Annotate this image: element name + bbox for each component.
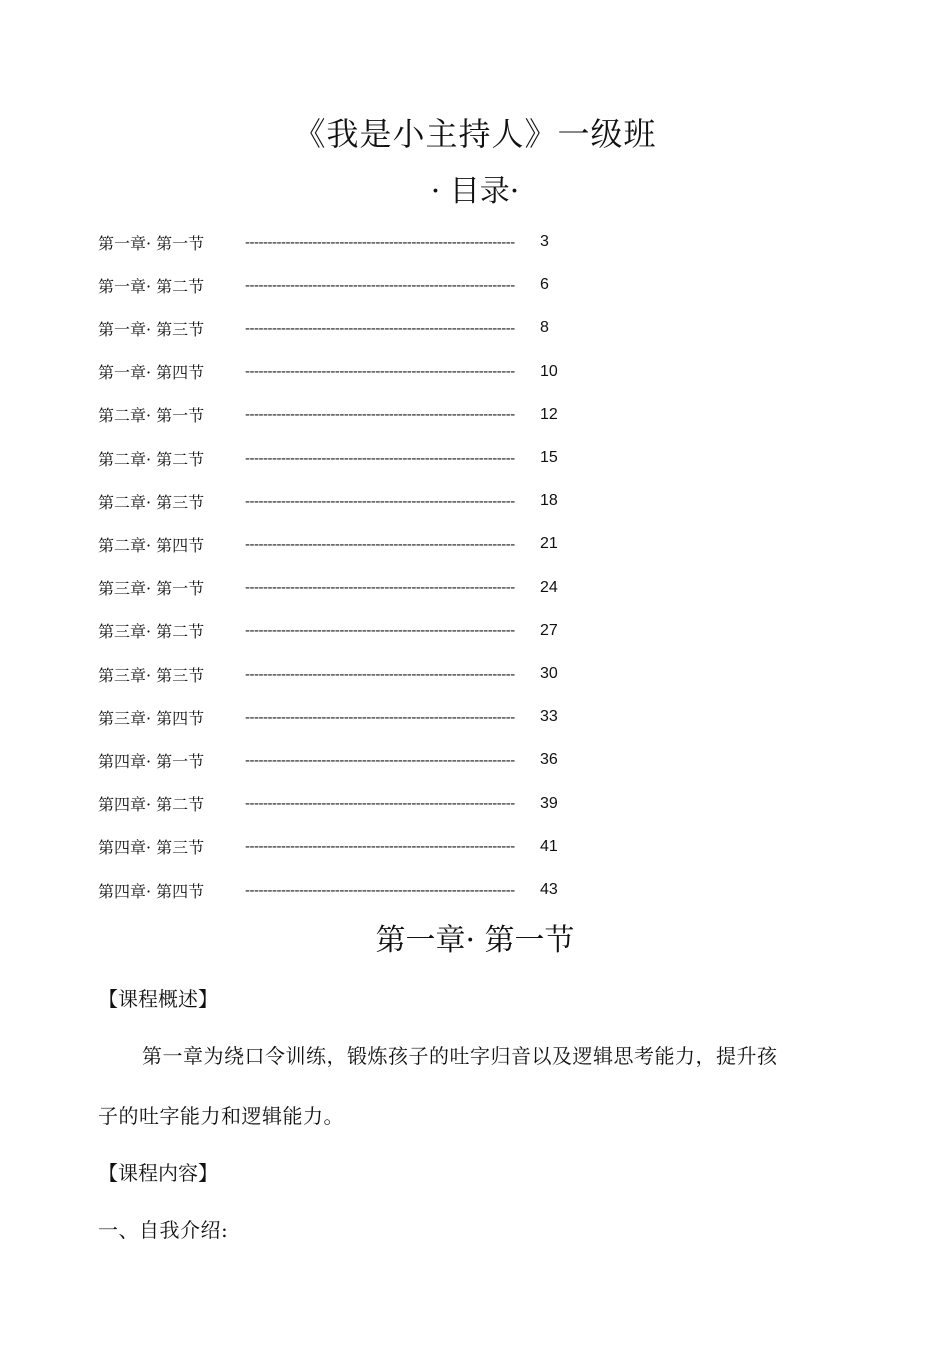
toc-entry-page-number: 8 <box>540 319 549 337</box>
toc-entry[interactable] <box>98 486 658 516</box>
overview-paragraph-line-2: 子的吐字能力和逻辑能力。 <box>98 1104 344 1128</box>
overview-paragraph-line-1: 第一章为绕口令训练，锻炼孩子的吐字归音以及逻辑思考能力，提升孩 <box>142 1044 778 1068</box>
toc-entry-page-number: 24 <box>540 578 558 596</box>
toc-entry[interactable] <box>98 832 658 862</box>
toc-entry-label: 第四章· 第四节 <box>98 881 205 901</box>
toc-entry-label: 第一章· 第一节 <box>98 233 205 253</box>
content-item-self-introduction: 一、自我介绍: <box>98 1218 229 1242</box>
toc-entry-label: 第二章· 第二节 <box>98 449 205 469</box>
toc-entry[interactable] <box>98 616 658 646</box>
toc-entry[interactable] <box>98 400 658 430</box>
toc-entry-label: 第四章· 第二节 <box>98 795 205 815</box>
toc-entry-page-number: 39 <box>540 794 558 812</box>
toc-dot-leader: ------------------------------------------------------------ <box>245 535 515 553</box>
toc-entry-label: 第二章· 第三节 <box>98 492 205 512</box>
toc-dot-leader: ------------------------------------------------------------ <box>245 276 515 294</box>
toc-dot-leader: ------------------------------------------------------------ <box>245 492 515 510</box>
toc-entry-page-number: 41 <box>540 837 558 855</box>
toc-entry-page-number: 12 <box>540 405 558 423</box>
toc-entry[interactable] <box>98 313 658 343</box>
toc-entry-label: 第三章· 第四节 <box>98 708 205 728</box>
toc-entry[interactable] <box>98 357 658 387</box>
toc-entry[interactable] <box>98 659 658 689</box>
toc-entry-label: 第四章· 第一节 <box>98 751 205 771</box>
toc-entry[interactable] <box>98 227 658 257</box>
toc-entry-page-number: 30 <box>540 665 558 682</box>
toc-entry-page-number: 3 <box>540 233 549 250</box>
toc-entry[interactable] <box>98 529 658 559</box>
toc-dot-leader: ------------------------------------------------------------ <box>245 449 515 467</box>
toc-entry-page-number: 33 <box>540 708 558 726</box>
toc-entry[interactable] <box>98 745 658 775</box>
toc-entry-page-number: 10 <box>540 362 558 380</box>
toc-entry[interactable] <box>98 789 658 819</box>
toc-dot-leader: ------------------------------------------------------------ <box>245 319 515 337</box>
toc-entry-label: 第三章· 第一节 <box>98 579 205 599</box>
chapter-heading: 第一章· 第一节 <box>375 923 575 958</box>
toc-entry-page-number: 43 <box>540 881 558 898</box>
toc-entry-page-number: 36 <box>540 751 558 769</box>
toc-dot-leader: ------------------------------------------------------------ <box>245 406 515 424</box>
toc-dot-leader: ------------------------------------------------------------ <box>245 579 515 597</box>
overview-label: 【课程概述】 <box>98 987 218 1011</box>
toc-entry-label: 第一章· 第二节 <box>98 276 205 296</box>
toc-entry[interactable] <box>98 702 658 732</box>
content-label: 【课程内容】 <box>98 1161 218 1185</box>
toc-entry-label: 第四章· 第三节 <box>98 838 205 858</box>
toc-dot-leader: ------------------------------------------------------------ <box>245 881 515 899</box>
toc-dot-leader: ------------------------------------------------------------ <box>245 751 515 769</box>
toc-entry-label: 第一章· 第三节 <box>98 319 205 339</box>
toc-dot-leader: ------------------------------------------------------------ <box>245 665 515 683</box>
toc-entry-page-number: 6 <box>540 276 549 294</box>
toc-entry-label: 第一章· 第四节 <box>98 363 205 383</box>
toc-dot-leader: ------------------------------------------------------------ <box>245 708 515 726</box>
toc-entry[interactable] <box>98 573 658 603</box>
toc-dot-leader: ------------------------------------------------------------ <box>245 622 515 640</box>
toc-heading: · 目录· <box>430 174 520 209</box>
toc-entry-page-number: 15 <box>540 449 558 466</box>
toc-entry[interactable] <box>98 443 658 473</box>
toc-entry[interactable] <box>98 270 658 300</box>
toc-entry-page-number: 18 <box>540 492 558 510</box>
toc-entry-page-number: 27 <box>540 621 558 639</box>
toc-entry-label: 第三章· 第二节 <box>98 622 205 642</box>
toc-dot-leader: ------------------------------------------------------------ <box>245 795 515 813</box>
toc-entry-label: 第三章· 第三节 <box>98 665 205 685</box>
toc-dot-leader: ------------------------------------------------------------ <box>245 838 515 856</box>
toc-entry-label: 第二章· 第四节 <box>98 535 205 555</box>
toc-entry-page-number: 21 <box>540 535 558 553</box>
toc-entry-label: 第二章· 第一节 <box>98 406 205 426</box>
toc-dot-leader: ------------------------------------------------------------ <box>245 233 515 251</box>
document-title: 《我是小主持人》一级班 <box>293 115 657 153</box>
toc-entry[interactable] <box>98 875 658 905</box>
toc-dot-leader: ------------------------------------------------------------ <box>245 363 515 381</box>
